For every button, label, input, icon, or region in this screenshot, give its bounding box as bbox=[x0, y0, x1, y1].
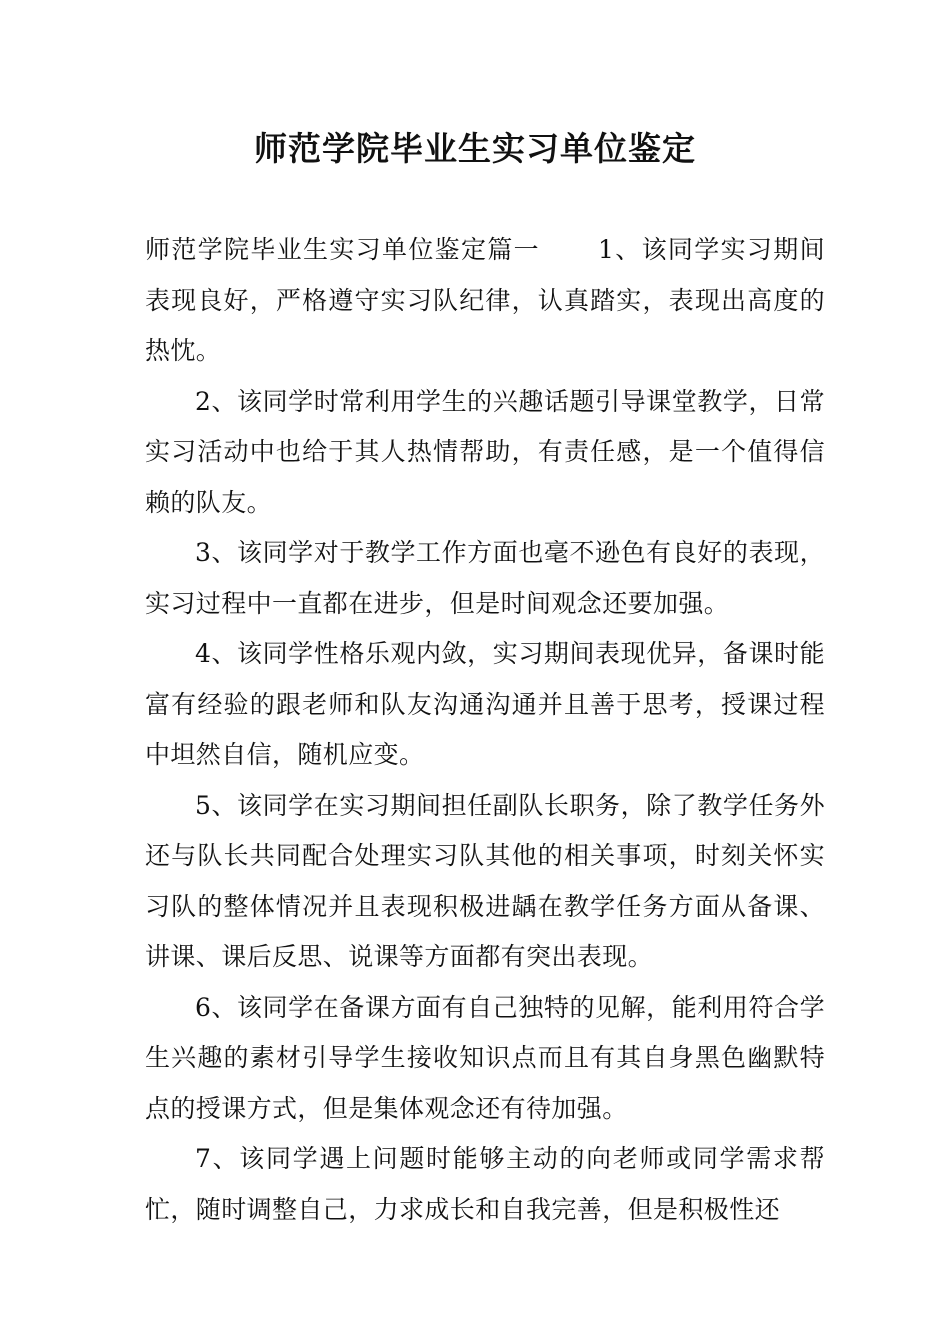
paragraph-3: 3、该同学对于教学工作方面也毫不逊色有良好的表现，实习过程中一直都在进步，但是时间观念还要加强。 bbox=[145, 538, 825, 618]
document-title: 师范学院毕业生实习单位鉴定 bbox=[254, 129, 696, 168]
section-heading: 师范学院毕业生实习单位鉴定篇一 bbox=[145, 235, 541, 264]
paragraph-5: 5、该同学在实习期间担任副队长职务，除了教学任务外还与队长共同配合处理实习队其他的相关事项，时刻关怀实习队的整体情况并且表现积极进龋在教学任务方面从备课、讲课、课后反思、说课等方面都有突出表现。 bbox=[145, 790, 825, 971]
paragraph-2: 2、该同学时常利用学生的兴趣话题引导课堂教学，日常实习活动中也给于其人热情帮助，有责任感，是一个值得信赖的队友。 bbox=[145, 386, 825, 517]
paragraph-6: 6、该同学在备课方面有自己独特的见解，能利用符合学生兴趣的素材引导学生接收知识点而且有其自身黑色幽默特点的授课方式，但是集体观念还有待加强。 bbox=[145, 992, 825, 1123]
paragraph-7: 7、该同学遇上问题时能够主动的向老师或同学需求帮忙，随时调整自己，力求成长和自我完善，但是积极性还 bbox=[145, 1144, 825, 1224]
paragraph-4: 4、该同学性格乐观内敛，实习期间表现优异，备课时能富有经验的跟老师和队友沟通沟通并且善于思考，授课过程中坦然自信，随机应变。 bbox=[145, 639, 825, 769]
paragraph-1 bbox=[145, 225, 825, 377]
paragraph-1-text: 1、该同学实习期间表现良好，严格遵守实习队纪律，认真踏实，表现出高度的热忱。 bbox=[145, 235, 825, 365]
document-body bbox=[145, 225, 825, 1235]
